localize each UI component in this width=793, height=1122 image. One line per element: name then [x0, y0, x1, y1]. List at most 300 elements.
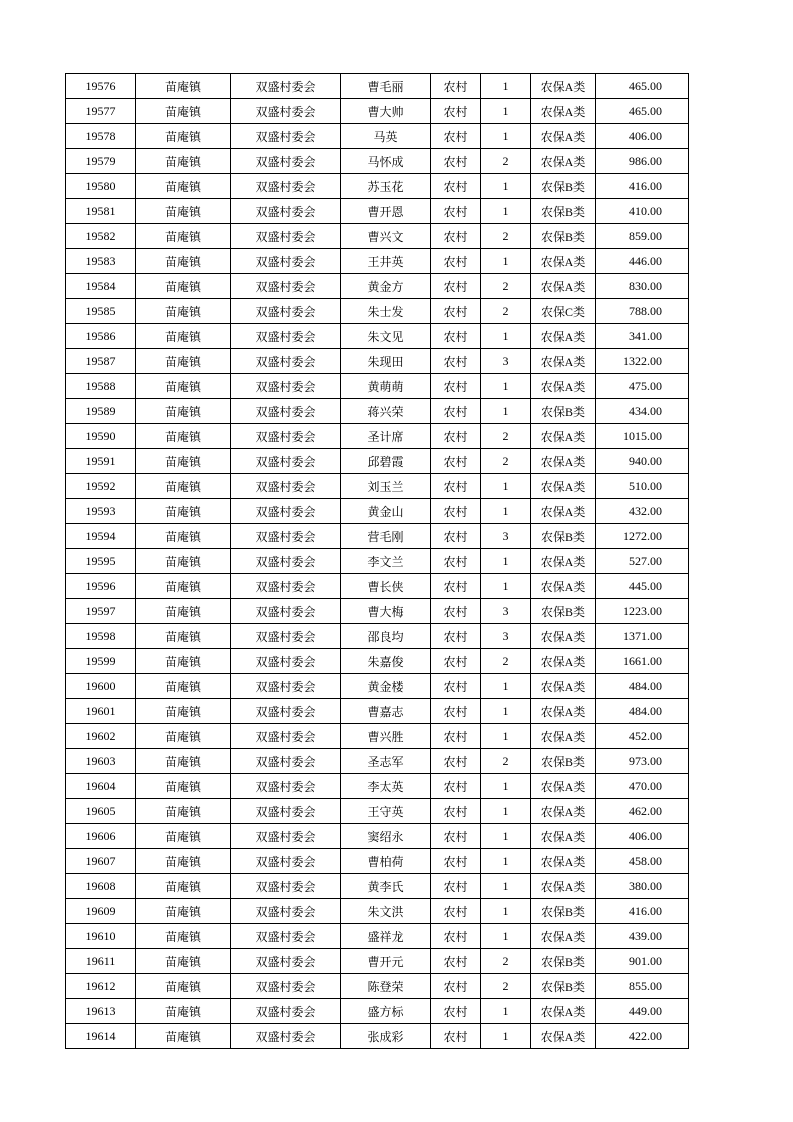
- cell-village: 双盛村委会: [231, 249, 341, 274]
- cell-insurance_category: 农保A类: [531, 649, 596, 674]
- cell-village: 双盛村委会: [231, 224, 341, 249]
- cell-village: 双盛村委会: [231, 499, 341, 524]
- table-row: [66, 524, 689, 549]
- cell-town: 苗庵镇: [136, 899, 231, 924]
- table-row: [66, 224, 689, 249]
- cell-count: 2: [481, 449, 531, 474]
- cell-name: 王井英: [341, 249, 431, 274]
- cell-name: 黄金楼: [341, 674, 431, 699]
- cell-household_type: 农村: [431, 874, 481, 899]
- cell-name: 朱文洪: [341, 899, 431, 924]
- cell-id: 19587: [66, 349, 136, 374]
- cell-count: 2: [481, 749, 531, 774]
- cell-amount: 406.00: [596, 824, 689, 849]
- cell-amount: 452.00: [596, 724, 689, 749]
- cell-id: 19609: [66, 899, 136, 924]
- cell-household_type: 农村: [431, 574, 481, 599]
- cell-town: 苗庵镇: [136, 949, 231, 974]
- cell-household_type: 农村: [431, 374, 481, 399]
- cell-name: 马怀成: [341, 149, 431, 174]
- cell-name: 盛方标: [341, 999, 431, 1024]
- cell-name: 圣志军: [341, 749, 431, 774]
- cell-id: 19581: [66, 199, 136, 224]
- cell-name: 盛祥龙: [341, 924, 431, 949]
- cell-amount: 341.00: [596, 324, 689, 349]
- cell-insurance_category: 农保A类: [531, 99, 596, 124]
- cell-insurance_category: 农保B类: [531, 899, 596, 924]
- cell-village: 双盛村委会: [231, 899, 341, 924]
- cell-id: 19583: [66, 249, 136, 274]
- cell-name: 曹长侠: [341, 574, 431, 599]
- cell-village: 双盛村委会: [231, 549, 341, 574]
- table-row: [66, 274, 689, 299]
- table-row: [66, 574, 689, 599]
- cell-town: 苗庵镇: [136, 174, 231, 199]
- cell-count: 2: [481, 274, 531, 299]
- cell-town: 苗庵镇: [136, 874, 231, 899]
- cell-household_type: 农村: [431, 224, 481, 249]
- cell-count: 1: [481, 774, 531, 799]
- cell-insurance_category: 农保B类: [531, 224, 596, 249]
- cell-count: 1: [481, 399, 531, 424]
- cell-name: 苏玉花: [341, 174, 431, 199]
- cell-household_type: 农村: [431, 549, 481, 574]
- cell-amount: 1322.00: [596, 349, 689, 374]
- cell-household_type: 农村: [431, 999, 481, 1024]
- cell-count: 2: [481, 299, 531, 324]
- cell-name: 曹柏荷: [341, 849, 431, 874]
- cell-amount: 465.00: [596, 99, 689, 124]
- cell-household_type: 农村: [431, 399, 481, 424]
- cell-insurance_category: 农保A类: [531, 624, 596, 649]
- cell-amount: 449.00: [596, 999, 689, 1024]
- cell-insurance_category: 农保B类: [531, 399, 596, 424]
- cell-count: 2: [481, 974, 531, 999]
- cell-name: 邱碧霞: [341, 449, 431, 474]
- cell-household_type: 农村: [431, 749, 481, 774]
- cell-id: 19598: [66, 624, 136, 649]
- cell-name: 黄金山: [341, 499, 431, 524]
- cell-insurance_category: 农保A类: [531, 274, 596, 299]
- cell-count: 1: [481, 674, 531, 699]
- cell-village: 双盛村委会: [231, 1024, 341, 1049]
- cell-name: 曹大梅: [341, 599, 431, 624]
- table-row: [66, 549, 689, 574]
- cell-village: 双盛村委会: [231, 374, 341, 399]
- table-row: [66, 849, 689, 874]
- table-row: [66, 449, 689, 474]
- cell-household_type: 农村: [431, 674, 481, 699]
- cell-id: 19585: [66, 299, 136, 324]
- cell-village: 双盛村委会: [231, 324, 341, 349]
- cell-amount: 416.00: [596, 899, 689, 924]
- cell-village: 双盛村委会: [231, 274, 341, 299]
- cell-insurance_category: 农保A类: [531, 249, 596, 274]
- payment-table-body: [66, 74, 689, 1049]
- cell-household_type: 农村: [431, 149, 481, 174]
- cell-amount: 510.00: [596, 474, 689, 499]
- cell-household_type: 农村: [431, 524, 481, 549]
- cell-count: 1: [481, 549, 531, 574]
- cell-name: 张成彩: [341, 1024, 431, 1049]
- cell-name: 邵良均: [341, 624, 431, 649]
- cell-id: 19578: [66, 124, 136, 149]
- cell-amount: 465.00: [596, 74, 689, 99]
- table-row: [66, 724, 689, 749]
- cell-insurance_category: 农保B类: [531, 949, 596, 974]
- cell-count: 1: [481, 474, 531, 499]
- cell-insurance_category: 农保A类: [531, 849, 596, 874]
- cell-household_type: 农村: [431, 724, 481, 749]
- cell-amount: 422.00: [596, 1024, 689, 1049]
- cell-id: 19595: [66, 549, 136, 574]
- cell-id: 19576: [66, 74, 136, 99]
- cell-count: 1: [481, 799, 531, 824]
- cell-town: 苗庵镇: [136, 74, 231, 99]
- cell-id: 19579: [66, 149, 136, 174]
- cell-count: 1: [481, 499, 531, 524]
- cell-household_type: 农村: [431, 649, 481, 674]
- table-row: [66, 99, 689, 124]
- cell-town: 苗庵镇: [136, 649, 231, 674]
- cell-count: 1: [481, 724, 531, 749]
- cell-count: 1: [481, 324, 531, 349]
- cell-town: 苗庵镇: [136, 724, 231, 749]
- cell-town: 苗庵镇: [136, 674, 231, 699]
- cell-count: 3: [481, 624, 531, 649]
- cell-id: 19586: [66, 324, 136, 349]
- cell-insurance_category: 农保A类: [531, 549, 596, 574]
- cell-village: 双盛村委会: [231, 449, 341, 474]
- cell-town: 苗庵镇: [136, 624, 231, 649]
- cell-town: 苗庵镇: [136, 799, 231, 824]
- cell-id: 19599: [66, 649, 136, 674]
- cell-village: 双盛村委会: [231, 149, 341, 174]
- cell-town: 苗庵镇: [136, 549, 231, 574]
- cell-household_type: 农村: [431, 124, 481, 149]
- cell-town: 苗庵镇: [136, 524, 231, 549]
- table-row: [66, 874, 689, 899]
- cell-insurance_category: 农保A类: [531, 124, 596, 149]
- cell-village: 双盛村委会: [231, 674, 341, 699]
- table-row: [66, 999, 689, 1024]
- cell-household_type: 农村: [431, 824, 481, 849]
- cell-household_type: 农村: [431, 424, 481, 449]
- cell-village: 双盛村委会: [231, 199, 341, 224]
- cell-amount: 1223.00: [596, 599, 689, 624]
- cell-village: 双盛村委会: [231, 999, 341, 1024]
- cell-insurance_category: 农保A类: [531, 874, 596, 899]
- cell-household_type: 农村: [431, 1024, 481, 1049]
- cell-insurance_category: 农保A类: [531, 799, 596, 824]
- cell-village: 双盛村委会: [231, 924, 341, 949]
- table-row: [66, 199, 689, 224]
- cell-insurance_category: 农保C类: [531, 299, 596, 324]
- cell-village: 双盛村委会: [231, 974, 341, 999]
- cell-insurance_category: 农保B类: [531, 199, 596, 224]
- cell-town: 苗庵镇: [136, 924, 231, 949]
- cell-town: 苗庵镇: [136, 124, 231, 149]
- cell-count: 1: [481, 99, 531, 124]
- cell-town: 苗庵镇: [136, 349, 231, 374]
- cell-amount: 1661.00: [596, 649, 689, 674]
- cell-household_type: 农村: [431, 99, 481, 124]
- cell-household_type: 农村: [431, 349, 481, 374]
- cell-id: 19589: [66, 399, 136, 424]
- cell-name: 曹开恩: [341, 199, 431, 224]
- cell-count: 1: [481, 999, 531, 1024]
- cell-household_type: 农村: [431, 199, 481, 224]
- cell-amount: 439.00: [596, 924, 689, 949]
- cell-town: 苗庵镇: [136, 199, 231, 224]
- cell-count: 1: [481, 924, 531, 949]
- cell-id: 19592: [66, 474, 136, 499]
- cell-amount: 1371.00: [596, 624, 689, 649]
- cell-count: 2: [481, 649, 531, 674]
- cell-name: 窦绍永: [341, 824, 431, 849]
- cell-insurance_category: 农保A类: [531, 699, 596, 724]
- cell-town: 苗庵镇: [136, 449, 231, 474]
- cell-household_type: 农村: [431, 324, 481, 349]
- table-row: [66, 499, 689, 524]
- cell-village: 双盛村委会: [231, 624, 341, 649]
- cell-village: 双盛村委会: [231, 99, 341, 124]
- cell-amount: 432.00: [596, 499, 689, 524]
- cell-village: 双盛村委会: [231, 349, 341, 374]
- cell-village: 双盛村委会: [231, 599, 341, 624]
- cell-village: 双盛村委会: [231, 399, 341, 424]
- cell-id: 19582: [66, 224, 136, 249]
- table-row: [66, 399, 689, 424]
- cell-id: 19602: [66, 724, 136, 749]
- cell-count: 1: [481, 574, 531, 599]
- cell-name: 刘玉兰: [341, 474, 431, 499]
- cell-household_type: 农村: [431, 299, 481, 324]
- table-row: [66, 149, 689, 174]
- cell-household_type: 农村: [431, 974, 481, 999]
- cell-village: 双盛村委会: [231, 799, 341, 824]
- cell-count: 2: [481, 424, 531, 449]
- cell-count: 1: [481, 249, 531, 274]
- cell-name: 曹开元: [341, 949, 431, 974]
- table-row: [66, 74, 689, 99]
- cell-amount: 406.00: [596, 124, 689, 149]
- cell-household_type: 农村: [431, 599, 481, 624]
- cell-village: 双盛村委会: [231, 174, 341, 199]
- table-row: [66, 899, 689, 924]
- cell-id: 19593: [66, 499, 136, 524]
- table-row: [66, 1024, 689, 1049]
- cell-town: 苗庵镇: [136, 149, 231, 174]
- cell-insurance_category: 农保A类: [531, 724, 596, 749]
- cell-household_type: 农村: [431, 74, 481, 99]
- cell-name: 马英: [341, 124, 431, 149]
- table-row: [66, 674, 689, 699]
- cell-amount: 484.00: [596, 699, 689, 724]
- cell-household_type: 农村: [431, 924, 481, 949]
- table-row: [66, 949, 689, 974]
- cell-insurance_category: 农保B类: [531, 174, 596, 199]
- cell-household_type: 农村: [431, 474, 481, 499]
- cell-amount: 380.00: [596, 874, 689, 899]
- table-row: [66, 124, 689, 149]
- cell-id: 19612: [66, 974, 136, 999]
- cell-insurance_category: 农保A类: [531, 774, 596, 799]
- table-row: [66, 299, 689, 324]
- cell-town: 苗庵镇: [136, 849, 231, 874]
- cell-town: 苗庵镇: [136, 424, 231, 449]
- cell-household_type: 农村: [431, 849, 481, 874]
- cell-name: 蒋兴荣: [341, 399, 431, 424]
- cell-village: 双盛村委会: [231, 124, 341, 149]
- cell-count: 2: [481, 224, 531, 249]
- table-row: [66, 249, 689, 274]
- cell-village: 双盛村委会: [231, 524, 341, 549]
- cell-name: 曹兴胜: [341, 724, 431, 749]
- cell-town: 苗庵镇: [136, 749, 231, 774]
- cell-id: 19605: [66, 799, 136, 824]
- cell-village: 双盛村委会: [231, 649, 341, 674]
- cell-amount: 855.00: [596, 974, 689, 999]
- cell-household_type: 农村: [431, 174, 481, 199]
- cell-insurance_category: 农保A类: [531, 424, 596, 449]
- cell-name: 李太英: [341, 774, 431, 799]
- cell-insurance_category: 农保A类: [531, 574, 596, 599]
- cell-id: 19588: [66, 374, 136, 399]
- cell-id: 19603: [66, 749, 136, 774]
- cell-count: 1: [481, 699, 531, 724]
- cell-village: 双盛村委会: [231, 699, 341, 724]
- cell-insurance_category: 农保A类: [531, 474, 596, 499]
- cell-town: 苗庵镇: [136, 774, 231, 799]
- cell-count: 1: [481, 174, 531, 199]
- cell-amount: 416.00: [596, 174, 689, 199]
- cell-insurance_category: 农保A类: [531, 924, 596, 949]
- cell-amount: 458.00: [596, 849, 689, 874]
- cell-name: 王守英: [341, 799, 431, 824]
- cell-id: 19600: [66, 674, 136, 699]
- cell-name: 黄萌萌: [341, 374, 431, 399]
- cell-amount: 788.00: [596, 299, 689, 324]
- cell-id: 19610: [66, 924, 136, 949]
- cell-insurance_category: 农保B类: [531, 749, 596, 774]
- cell-amount: 940.00: [596, 449, 689, 474]
- cell-count: 3: [481, 599, 531, 624]
- cell-village: 双盛村委会: [231, 949, 341, 974]
- cell-id: 19601: [66, 699, 136, 724]
- table-row: [66, 324, 689, 349]
- cell-village: 双盛村委会: [231, 874, 341, 899]
- table-row: [66, 624, 689, 649]
- cell-count: 2: [481, 149, 531, 174]
- table-row: [66, 824, 689, 849]
- cell-town: 苗庵镇: [136, 99, 231, 124]
- cell-name: 陈登荣: [341, 974, 431, 999]
- cell-town: 苗庵镇: [136, 1024, 231, 1049]
- table-row: [66, 749, 689, 774]
- cell-town: 苗庵镇: [136, 299, 231, 324]
- cell-amount: 475.00: [596, 374, 689, 399]
- cell-insurance_category: 农保A类: [531, 449, 596, 474]
- cell-name: 黄金方: [341, 274, 431, 299]
- cell-id: 19606: [66, 824, 136, 849]
- cell-village: 双盛村委会: [231, 574, 341, 599]
- cell-village: 双盛村委会: [231, 724, 341, 749]
- cell-amount: 434.00: [596, 399, 689, 424]
- cell-id: 19607: [66, 849, 136, 874]
- cell-town: 苗庵镇: [136, 224, 231, 249]
- cell-village: 双盛村委会: [231, 424, 341, 449]
- cell-count: 1: [481, 899, 531, 924]
- cell-town: 苗庵镇: [136, 699, 231, 724]
- cell-amount: 1272.00: [596, 524, 689, 549]
- cell-count: 1: [481, 1024, 531, 1049]
- cell-amount: 901.00: [596, 949, 689, 974]
- cell-id: 19584: [66, 274, 136, 299]
- table-row: [66, 699, 689, 724]
- table-row: [66, 474, 689, 499]
- table-row: [66, 774, 689, 799]
- cell-town: 苗庵镇: [136, 999, 231, 1024]
- cell-name: 曹毛丽: [341, 74, 431, 99]
- cell-name: 黄李氏: [341, 874, 431, 899]
- cell-amount: 445.00: [596, 574, 689, 599]
- cell-insurance_category: 农保A类: [531, 999, 596, 1024]
- cell-name: 朱文见: [341, 324, 431, 349]
- cell-household_type: 农村: [431, 799, 481, 824]
- cell-id: 19594: [66, 524, 136, 549]
- cell-id: 19614: [66, 1024, 136, 1049]
- cell-id: 19591: [66, 449, 136, 474]
- table-row: [66, 374, 689, 399]
- cell-name: 朱嘉俊: [341, 649, 431, 674]
- cell-town: 苗庵镇: [136, 574, 231, 599]
- cell-amount: 973.00: [596, 749, 689, 774]
- cell-household_type: 农村: [431, 624, 481, 649]
- cell-count: 3: [481, 524, 531, 549]
- cell-household_type: 农村: [431, 499, 481, 524]
- cell-town: 苗庵镇: [136, 399, 231, 424]
- cell-village: 双盛村委会: [231, 749, 341, 774]
- cell-amount: 446.00: [596, 249, 689, 274]
- cell-amount: 527.00: [596, 549, 689, 574]
- cell-id: 19604: [66, 774, 136, 799]
- cell-count: 3: [481, 349, 531, 374]
- cell-name: 营毛刚: [341, 524, 431, 549]
- cell-household_type: 农村: [431, 699, 481, 724]
- table-row: [66, 799, 689, 824]
- table-row: [66, 599, 689, 624]
- cell-household_type: 农村: [431, 449, 481, 474]
- cell-town: 苗庵镇: [136, 324, 231, 349]
- cell-name: 李文兰: [341, 549, 431, 574]
- cell-village: 双盛村委会: [231, 824, 341, 849]
- cell-count: 1: [481, 874, 531, 899]
- cell-id: 19611: [66, 949, 136, 974]
- cell-count: 1: [481, 199, 531, 224]
- cell-amount: 859.00: [596, 224, 689, 249]
- cell-town: 苗庵镇: [136, 249, 231, 274]
- cell-name: 朱士发: [341, 299, 431, 324]
- cell-village: 双盛村委会: [231, 474, 341, 499]
- cell-name: 曹嘉志: [341, 699, 431, 724]
- cell-village: 双盛村委会: [231, 774, 341, 799]
- cell-id: 19577: [66, 99, 136, 124]
- cell-id: 19597: [66, 599, 136, 624]
- cell-household_type: 农村: [431, 274, 481, 299]
- cell-name: 曹大帅: [341, 99, 431, 124]
- payment-table: [65, 73, 689, 1049]
